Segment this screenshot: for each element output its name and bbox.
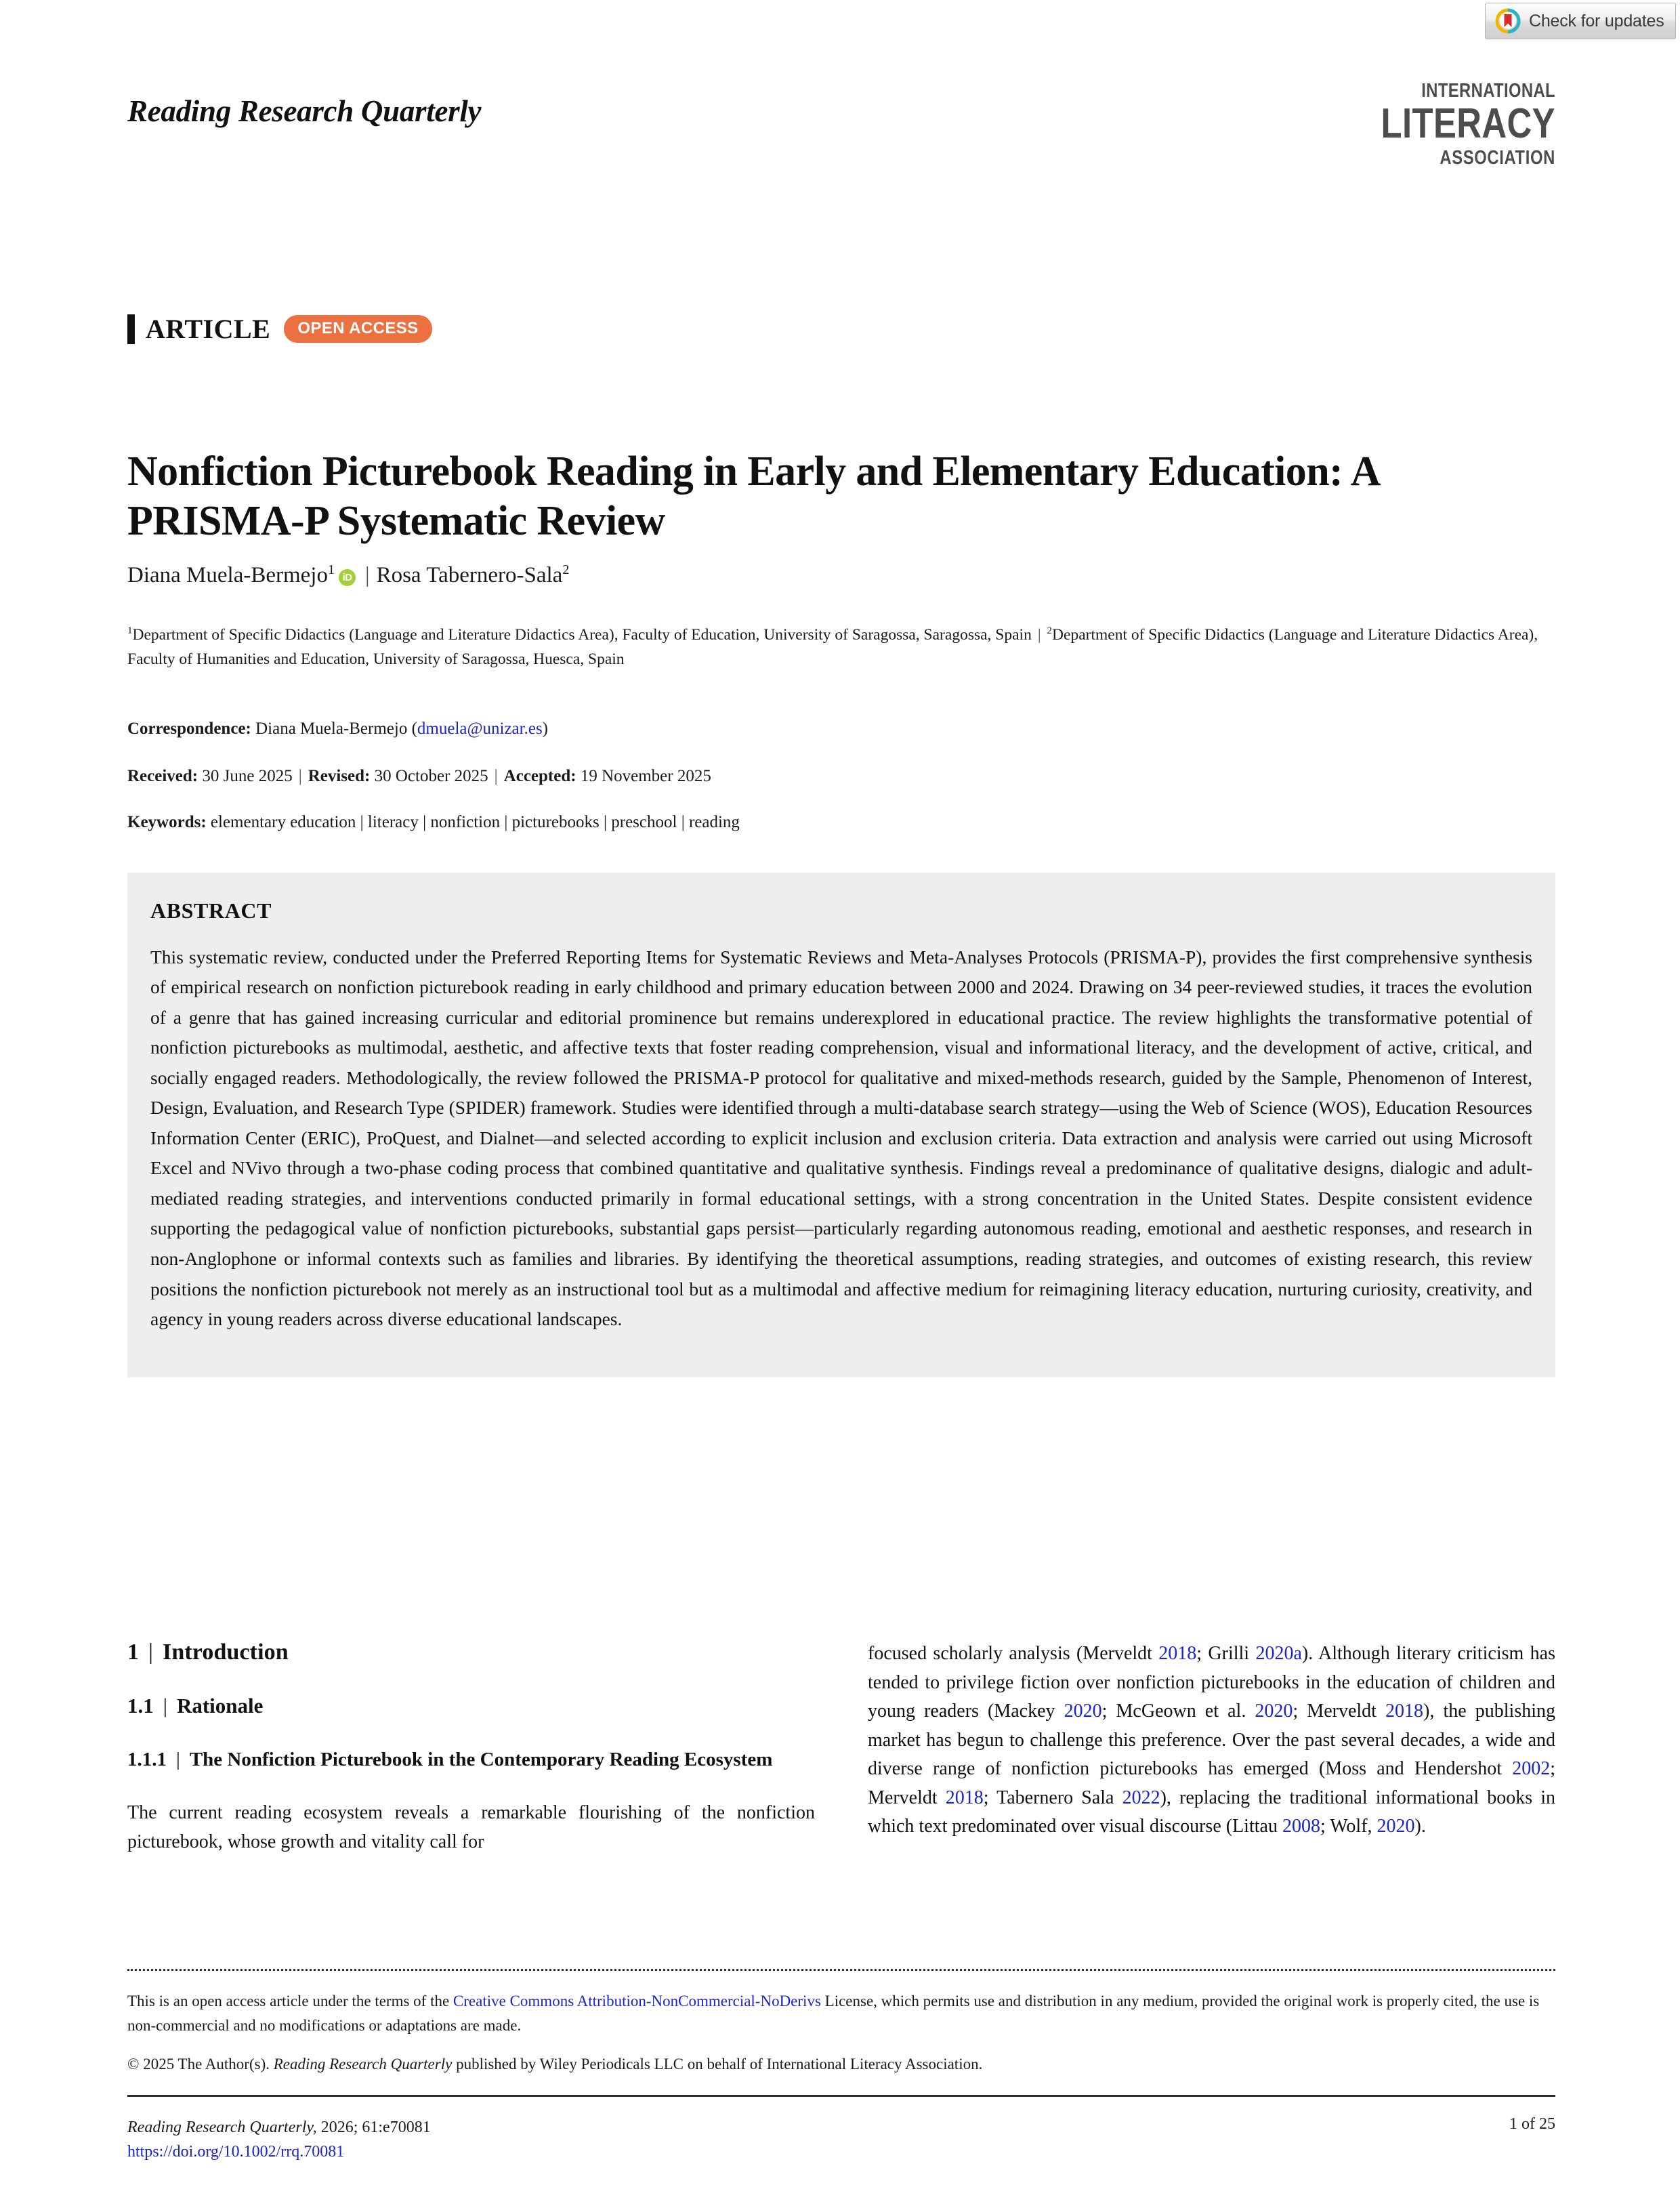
body-text-fragment: ). Although literary criticism has tended to privilege fiction over nonfiction picturebooks in the education of children and young readers (Mackey bbox=[868, 1643, 1555, 1722]
received-label: Received: bbox=[127, 767, 198, 785]
body-column-left bbox=[127, 1640, 815, 1931]
license-text-post: License, which permits use and distribution in any medium, provided the original work is properly cited, the use is non-commercial and no modifications or adaptations are made. bbox=[127, 1993, 1540, 2035]
page-title: Nonfiction Picturebook Reading in Early and Elementary Education: A PRISMA-P Systematic Review bbox=[127, 448, 1379, 544]
section-title-1: Introduction bbox=[163, 1640, 289, 1665]
correspondence-email-link[interactable]: dmuela@unizar.es bbox=[417, 720, 543, 738]
bottom-citation bbox=[127, 2115, 431, 2140]
publication-dates bbox=[127, 764, 1555, 788]
bottom-citation-rest: 2026; 61:e70081 bbox=[316, 2119, 431, 2136]
copyright-text-pre: © 2025 The Author(s). bbox=[127, 2056, 274, 2072]
section-heading-1-1-1 bbox=[127, 1747, 815, 1773]
citation-link[interactable]: 2020 bbox=[1255, 1701, 1293, 1722]
body-text-fragment: ; Grilli bbox=[1196, 1643, 1256, 1664]
orcid-icon[interactable]: iD bbox=[339, 569, 356, 586]
citation-link[interactable]: 2022 bbox=[1122, 1787, 1160, 1808]
affiliation-text-2: Department of Specific Didactics (Language and Literature Didactics Area), Faculty of Humanities and Education, University of Saragossa, Huesca, Spain bbox=[127, 626, 1538, 668]
body-columns bbox=[127, 1640, 1555, 1931]
citation-link[interactable]: 2020 bbox=[1064, 1701, 1102, 1722]
body-text-fragment: ; Wolf, bbox=[1320, 1816, 1377, 1837]
section-number-divider-3: | bbox=[176, 1749, 180, 1770]
body-text-fragment: ; Merveldt bbox=[868, 1758, 1555, 1808]
journal-title: Reading Research Quarterly bbox=[127, 94, 482, 128]
author-name-1[interactable]: Diana Muela-Bermejo bbox=[127, 563, 328, 587]
correspondence-label: Correspondence: bbox=[127, 720, 251, 738]
abstract-text: This systematic review, conducted under the Preferred Reporting Items for Systematic Reviews and Meta-Analyses Protocols (PRISMA-P), provides the first comprehensive synthesis of empirical research on nonfiction picturebook reading in early childhood and primary education between 2000 and 2024. Drawing on 34 peer-reviewed studies, it traces the evolution of a genre that has gained increasing curricular and editorial prominence but remains underexplored in educational practice. The review highlights the transformative potential of nonfiction picturebooks as multimodal, aesthetic, and affective texts that foster reading comprehension, visual and informational literacy, and the development of active, critical, and socially engaged readers. Methodologically, the review followed the PRISMA-P protocol for qualitative and mixed-methods research, guided by the Sample, Phenomenon of Interest, Design, Evaluation, and Research Type (SPIDER) framework. Studies were identified through a multi-database search strategy—using the Web of Science (WOS), Education Resources Information Center (ERIC), ProQuest, and Dialnet—and selected according to explicit inclusion and exclusion criteria. Data extraction and analysis were carried out using Microsoft Excel and NVivo through a two-phase coding process that combined quantitative and qualitative synthesis. Findings reveal a predominance of qualitative designs, dialogic and adult-mediated reading strategies, and interventions conducted primarily in formal educational settings, with a strong concentration in the United States. Despite consistent evidence supporting the pedagogical value of nonfiction picturebooks, substantial gaps persist—particularly regarding autonomous reading, emotional and aesthetic responses, and research in non-Anglophone or informal contexts such as families and libraries. By identifying the theoretical assumptions, reading strategies, and outcomes of existing research, this review positions the nonfiction picturebook not merely as an instructional tool but as a multimodal and affective medium for reimagining literacy education, nurturing curiosity, creativity, and agency in young readers across diverse educational landscapes. bbox=[150, 946, 1532, 1330]
ila-logo-line-2: LITERACY bbox=[1381, 100, 1555, 147]
affiliation-text-1: Department of Specific Didactics (Language and Literature Didactics Area), Faculty of Education, University of Saragossa, Saragossa, Spain bbox=[132, 626, 1032, 644]
citation-link[interactable]: 2018 bbox=[1158, 1643, 1197, 1664]
correspondence-name: Diana Muela-Bermejo bbox=[255, 720, 408, 738]
section-number-1: 1 bbox=[127, 1640, 140, 1665]
author-affiliation-marker-2: 2 bbox=[562, 562, 570, 577]
open-access-badge: OPEN ACCESS bbox=[284, 315, 432, 343]
license-text-pre: This is an open access article under the terms of the bbox=[127, 1993, 453, 2009]
affiliation-marker-2: 2 bbox=[1047, 625, 1053, 637]
international-literacy-association-logo bbox=[1343, 81, 1555, 168]
accepted-date: 19 November 2025 bbox=[580, 767, 711, 785]
section-number-divider-1: | bbox=[148, 1640, 154, 1665]
crossmark-icon bbox=[1495, 8, 1521, 34]
masthead bbox=[127, 81, 1555, 176]
received-date: 30 June 2025 bbox=[202, 767, 293, 785]
author-name-2[interactable]: Rosa Tabernero-Sala bbox=[376, 563, 563, 587]
date-separator-1: | bbox=[298, 767, 302, 785]
body-text-fragment: ; Merveldt bbox=[1293, 1701, 1386, 1722]
abstract-heading: ABSTRACT bbox=[150, 898, 272, 923]
check-for-updates-badge[interactable] bbox=[1485, 3, 1676, 39]
date-separator-2: | bbox=[494, 767, 498, 785]
section-number-1-1: 1.1 bbox=[127, 1694, 154, 1717]
revised-date: 30 October 2025 bbox=[374, 767, 488, 785]
author-separator: | bbox=[364, 563, 370, 587]
article-type-label: ARTICLE bbox=[146, 314, 271, 344]
body-text-fragment: focused scholarly analysis (Merveldt bbox=[868, 1643, 1159, 1664]
author-list bbox=[127, 561, 1550, 590]
footer-dotted-divider bbox=[127, 1969, 1555, 1971]
body-paragraph-right bbox=[868, 1640, 1555, 1841]
body-text-fragment: ). bbox=[1414, 1816, 1426, 1837]
section-number-1-1-1: 1.1.1 bbox=[127, 1749, 167, 1770]
license-statement bbox=[127, 1989, 1555, 2039]
correspondence-line: Correspondence: Diana Muela-Bermejo (dmuela@unizar.es) bbox=[127, 720, 548, 738]
creative-commons-license-link[interactable]: Creative Commons Attribution-NonCommercial-NoDerivs bbox=[453, 1993, 821, 2009]
citation-link[interactable]: 2020a bbox=[1255, 1643, 1302, 1664]
doi-link[interactable]: https://doi.org/10.1002/rrq.70081 bbox=[127, 2143, 345, 2161]
bottom-solid-divider bbox=[127, 2095, 1555, 2097]
article-accent-bar bbox=[127, 314, 135, 344]
accepted-label: Accepted: bbox=[503, 767, 576, 785]
section-number-divider-2: | bbox=[163, 1694, 167, 1717]
body-paragraph-left: The current reading ecosystem reveals a remarkable flourishing of the nonfiction picturebook, whose growth and vitality call for bbox=[127, 1802, 815, 1852]
body-text-fragment: ), replacing the traditional informational books in which text predominated over visual discourse (Littau bbox=[868, 1787, 1555, 1837]
body-text-fragment: ), the publishing market has begun to challenge this preference. Over the past several decades, a wide and diverse range of nonfiction picturebooks has emerged (Moss and Hendershot bbox=[868, 1701, 1556, 1780]
affiliations bbox=[127, 623, 1555, 671]
section-heading-1-1 bbox=[127, 1694, 815, 1718]
page-number: 1 of 25 bbox=[1509, 2115, 1555, 2133]
check-for-updates-label: Check for updates bbox=[1529, 11, 1664, 30]
revised-label: Revised: bbox=[308, 767, 371, 785]
ila-logo-line-3: ASSOCIATION bbox=[1440, 147, 1555, 169]
section-title-1-1-1: The Nonfiction Picturebook in the Contemporary Reading Ecosystem bbox=[189, 1749, 773, 1770]
abstract-section bbox=[127, 873, 1555, 1377]
citation-link[interactable]: 2020 bbox=[1377, 1816, 1415, 1837]
keywords-list: elementary education | literacy | nonfiction | picturebooks | preschool | reading bbox=[210, 813, 740, 831]
citation-link[interactable]: 2018 bbox=[945, 1787, 984, 1808]
copyright-journal-name: Reading Research Quarterly bbox=[273, 2056, 453, 2072]
copyright-statement bbox=[127, 2053, 1555, 2077]
keywords-label: Keywords: bbox=[127, 813, 207, 831]
author-affiliation-marker-1: 1 bbox=[327, 562, 335, 577]
body-column-right bbox=[868, 1640, 1555, 1931]
body-text-fragment: ; McGeown et al. bbox=[1101, 1701, 1255, 1722]
bottom-citation-journal: Reading Research Quarterly, bbox=[127, 2119, 317, 2136]
body-text-fragment: ; Tabernero Sala bbox=[983, 1787, 1122, 1808]
citation-link[interactable]: 2002 bbox=[1512, 1758, 1551, 1780]
section-title-1-1: Rationale bbox=[176, 1694, 264, 1717]
keywords-line bbox=[127, 810, 1555, 834]
section-heading-1 bbox=[127, 1640, 815, 1665]
copyright-text-post: published by Wiley Periodicals LLC on behalf of International Literacy Association. bbox=[452, 2056, 983, 2072]
citation-link[interactable]: 2018 bbox=[1385, 1701, 1424, 1722]
bottom-citation-block bbox=[127, 2115, 431, 2164]
ila-logo-line-1: INTERNATIONAL bbox=[1421, 80, 1555, 102]
affiliation-divider: | bbox=[1037, 626, 1041, 644]
article-type-row bbox=[127, 313, 432, 345]
affiliation-marker-1: 1 bbox=[127, 625, 133, 637]
citation-link[interactable]: 2008 bbox=[1282, 1816, 1320, 1837]
